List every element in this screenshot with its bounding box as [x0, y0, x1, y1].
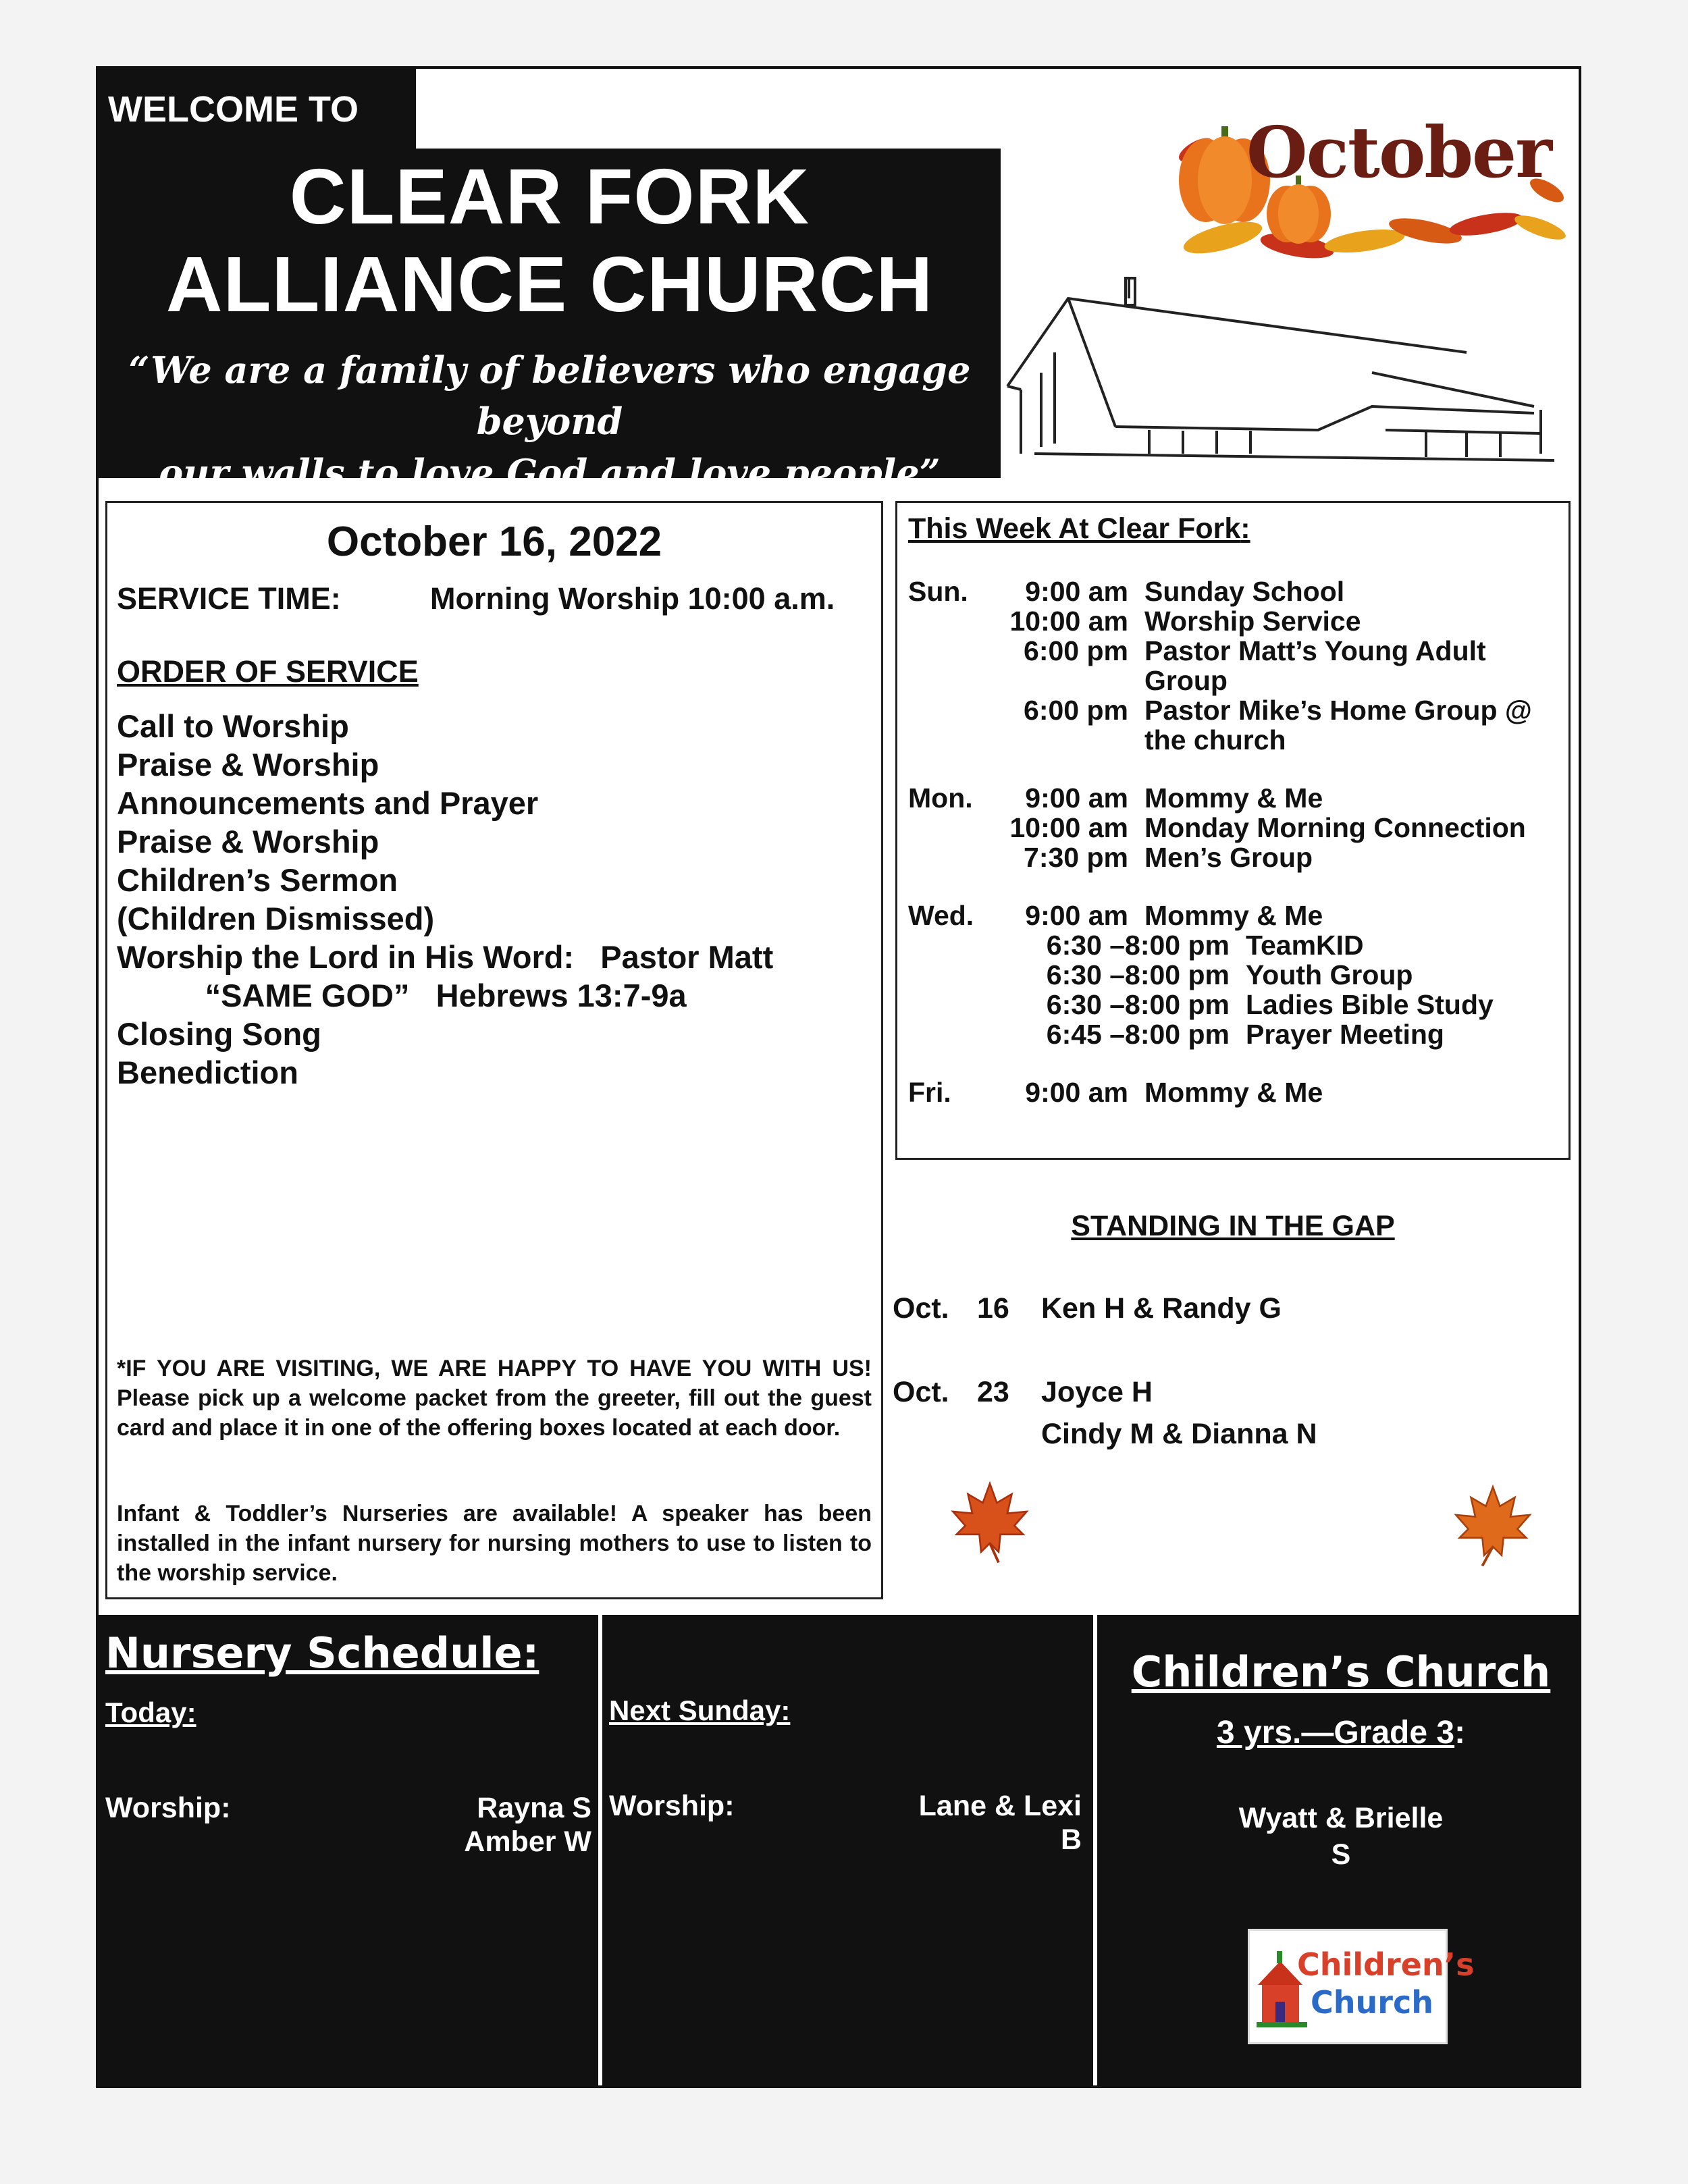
- event-row: [1003, 813, 1558, 843]
- tagline-line2: our walls to love God and love people”: [159, 451, 941, 494]
- gap-entry-continued: [893, 1413, 1568, 1455]
- schedule-sunday: [908, 577, 1558, 755]
- event-time: 6:30 –8:00 pm: [1046, 959, 1230, 990]
- event-desc: Ladies Bible Study: [1246, 989, 1494, 1020]
- leader-name: S: [1331, 1838, 1351, 1871]
- event-row: [1003, 783, 1558, 813]
- event-row: [1003, 636, 1558, 695]
- worship-names: [919, 1789, 1082, 1857]
- event-desc: TeamKID: [1246, 930, 1364, 961]
- this-week-box: [895, 501, 1571, 1160]
- worship-names: [464, 1791, 591, 1859]
- event-desc: Pastor Mike’s Home Group @ the church: [1144, 695, 1532, 755]
- service-time: [117, 581, 872, 616]
- schedule-monday: [908, 783, 1558, 872]
- day-label: Fri.: [908, 1077, 951, 1108]
- event-time: 9:00 am: [1025, 576, 1128, 607]
- nursery-next-label: Next Sunday:: [609, 1695, 791, 1726]
- standing-in-gap-heading: STANDING IN THE GAP: [1071, 1210, 1395, 1242]
- worship-label: Worship:: [609, 1790, 735, 1822]
- logo-text: [1297, 1946, 1474, 2021]
- leader-name: Wyatt & Brielle: [1238, 1802, 1444, 1834]
- service-date: October 16, 2022: [326, 518, 662, 565]
- nursery-schedule-title: Nursery Schedule:: [105, 1628, 539, 1678]
- event-row: [1003, 606, 1558, 636]
- gap-month: Oct.: [893, 1376, 949, 1408]
- this-week-heading-colon: :: [1240, 512, 1250, 545]
- event-row: [1003, 577, 1558, 606]
- october-graphic: [1142, 96, 1574, 271]
- worker-name: Rayna S: [477, 1792, 591, 1824]
- event-time: 9:00 am: [1025, 1077, 1128, 1108]
- childrens-church-logo: [1248, 1929, 1475, 2044]
- worker-name: B: [1060, 1823, 1082, 1856]
- gap-month: Oct.: [893, 1292, 949, 1325]
- tagline: [99, 344, 1001, 498]
- event-desc: Pastor Matt’s Young Adult Group: [1144, 635, 1486, 696]
- order-of-service-heading: ORDER OF SERVICE: [117, 654, 419, 689]
- worker-name: Amber W: [464, 1826, 591, 1858]
- church-building-icon: [994, 271, 1568, 474]
- october-word: October: [1246, 111, 1552, 194]
- gap-entry: [893, 1371, 1568, 1413]
- day-label: Wed.: [908, 900, 974, 931]
- event-time: 9:00 am: [1025, 900, 1128, 931]
- logo-line: Church: [1311, 1984, 1433, 2021]
- event-row: [1003, 930, 1558, 960]
- order-item: Worship the Lord in His Word: Pastor Matt: [117, 939, 774, 975]
- this-week-heading: [908, 512, 1558, 545]
- nursery-note: Infant & Toddler’s Nurseries are available! A speaker has been installed in the infant nursery for nursing mothers to use to listen to the worship service.: [117, 1501, 872, 1586]
- nursery-next-worship-row: [609, 1789, 1082, 1857]
- childrens-church-column: [1098, 1615, 1581, 2088]
- column-divider: [598, 1615, 602, 2088]
- event-row: [1003, 1077, 1558, 1107]
- event-desc: Youth Group: [1246, 959, 1413, 990]
- order-item: “SAME GOD” Hebrews 13:7-9a: [117, 978, 687, 1013]
- nursery-today-worship-row: [105, 1791, 591, 1859]
- order-item: Benediction: [117, 1055, 298, 1090]
- event-time: 7:30 pm: [1024, 842, 1128, 873]
- church-title-block: [99, 149, 1001, 494]
- bottom-schedule-band: [99, 1615, 1581, 2088]
- nursery-today-column: [105, 1615, 591, 2088]
- event-time: 6:30 –8:00 pm: [1046, 930, 1230, 961]
- event-desc: Monday Morning Connection: [1144, 812, 1526, 843]
- welcome-label: WELCOME TO: [99, 69, 416, 150]
- event-time: 6:30 –8:00 pm: [1046, 989, 1230, 1020]
- event-list: [1003, 577, 1558, 755]
- order-item: Praise & Worship: [117, 747, 379, 782]
- schedule-wednesday: [908, 901, 1558, 1049]
- gap-entry: [893, 1287, 1568, 1329]
- order-item: Call to Worship: [117, 708, 349, 744]
- event-desc: Men’s Group: [1144, 842, 1313, 873]
- this-week-heading-text: This Week At Clear Fork: [908, 512, 1241, 545]
- event-time: 6:00 pm: [1024, 635, 1128, 666]
- event-row: [1003, 901, 1558, 930]
- column-divider: [1093, 1615, 1097, 2088]
- order-item: Closing Song: [117, 1016, 321, 1052]
- event-row: [1003, 843, 1558, 872]
- standing-in-gap-list: [893, 1287, 1568, 1455]
- gap-names: Joyce H: [1041, 1376, 1153, 1408]
- order-of-service-list: [117, 707, 872, 1092]
- event-list: [1003, 1077, 1558, 1107]
- church-name-line1: CLEAR FORK: [289, 153, 810, 240]
- event-desc: Mommy & Me: [1144, 900, 1323, 931]
- day-label: Mon.: [908, 782, 973, 814]
- bulletin-page: [96, 66, 1581, 2088]
- church-name-line2: ALLIANCE CHURCH: [165, 240, 934, 328]
- event-desc: Mommy & Me: [1144, 1077, 1323, 1108]
- childrens-church-title: Children’s Church: [1131, 1647, 1551, 1697]
- event-row: [1003, 1019, 1558, 1049]
- event-desc: Sunday School: [1144, 576, 1345, 607]
- event-time: 6:45 –8:00 pm: [1046, 1019, 1230, 1050]
- maple-leaf-icon: [1449, 1480, 1537, 1568]
- order-item: Praise & Worship: [117, 824, 379, 859]
- service-time-label: SERVICE TIME:: [117, 581, 341, 616]
- event-list: [1003, 901, 1558, 1049]
- tagline-line1: “We are a family of believers who engage beyond: [128, 348, 971, 443]
- maple-leaf-icon: [946, 1476, 1034, 1564]
- church-building-illustration: [994, 271, 1568, 474]
- schedule-friday: [908, 1077, 1558, 1107]
- gap-day: 23: [977, 1376, 1009, 1408]
- event-list: [1003, 783, 1558, 872]
- gap-names: Ken H & Randy G: [1041, 1292, 1282, 1325]
- order-item: (Children Dismissed): [117, 901, 435, 936]
- order-item: Children’s Sermon: [117, 862, 398, 898]
- event-desc: Prayer Meeting: [1246, 1019, 1444, 1050]
- worker-name: Lane & Lexi: [918, 1790, 1082, 1822]
- childrens-church-grade: [1098, 1714, 1581, 1751]
- event-desc: Mommy & Me: [1144, 782, 1323, 814]
- grade-colon: :: [1454, 1715, 1466, 1751]
- service-time-value: Morning Worship 10:00 a.m.: [430, 581, 835, 616]
- gap-day: 16: [977, 1292, 1009, 1325]
- event-time: 10:00 am: [1009, 606, 1128, 637]
- worship-label: Worship:: [105, 1792, 231, 1824]
- logo-line: Children’s: [1297, 1946, 1475, 1983]
- event-row: [1003, 960, 1558, 990]
- visiting-note: *IF YOU ARE VISITING, WE ARE HAPPY TO HAVE YOU WITH US! Please pick up a welcome packet from the greeter, fill out the guest card and place it in one of the offering boxes located at each door.: [117, 1356, 872, 1441]
- nursery-next-column: [609, 1615, 1082, 2088]
- gap-names: Cindy M & Dianna N: [1041, 1418, 1317, 1450]
- event-time: 6:00 pm: [1024, 695, 1128, 726]
- childrens-church-names: [1098, 1800, 1581, 1873]
- service-order-box: [105, 501, 883, 1599]
- day-label: Sun.: [908, 576, 968, 607]
- event-row: [1003, 990, 1558, 1019]
- grade-text: 3 yrs.—Grade 3: [1216, 1715, 1455, 1751]
- order-item: Announcements and Prayer: [117, 785, 539, 821]
- event-desc: Worship Service: [1144, 606, 1361, 637]
- event-time: 9:00 am: [1025, 782, 1128, 814]
- nursery-today-label: Today:: [105, 1697, 196, 1728]
- event-row: [1003, 695, 1558, 755]
- event-time: 10:00 am: [1009, 812, 1128, 843]
